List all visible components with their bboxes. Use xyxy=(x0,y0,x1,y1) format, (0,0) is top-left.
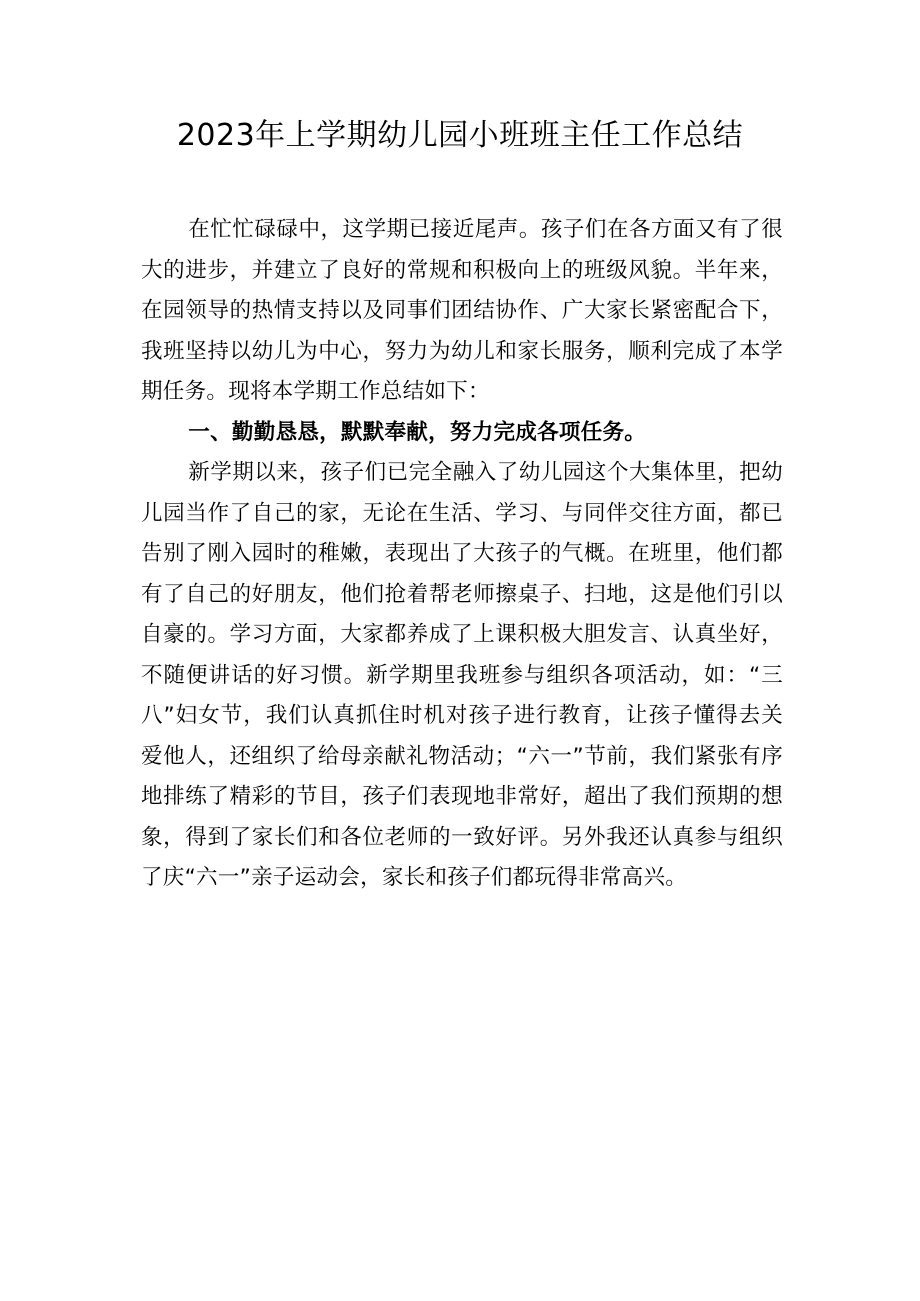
section-1-paragraph: 新学期以来，孩子们已完全融入了幼儿园这个大集体里，把幼儿园当作了自己的家，无论在生活、学习、与同伴交往方面，都已告别了刚入园时的稚嫩，表现出了大孩子的气概。在班里，他们都有了自己的好朋友，他们抢着帮老师擦桌子、扫地，这是他们引以自豪的。学习方面，大家都养成了上课积极大胆发言、认真坐好，不随便讲话的好习惯。新学期里我班参与组织各项活动，如：“三八”妇女节，我们认真抓住时机对孩子进行教育，让孩子懂得去关爱他人，还组织了给母亲献礼物活动；“六一”节前，我们紧张有序地排练了精彩的节目，孩子们表现地非常好，超出了我们预期的想象，得到了家长们和各位老师的一致好评。另外我还认真参与组织了庆“六一”亲子运动会，家长和孩子们都玩得非常高兴。 xyxy=(141,460,783,890)
section-1-heading: 一、勤勤恳恳，默默奉献，努力完成各项任务。 xyxy=(188,419,647,445)
intro-paragraph: 在忙忙碌碌中，这学期已接近尾声。孩子们在各方面又有了很大的进步，并建立了良好的常规和积极向上的班级风貌。半年来，在园领导的热情支持以及同事们团结协作、广大家长紧密配合下，我班坚持以幼儿为中心，努力为幼儿和家长服务，顺利完成了本学期任务。现将本学期工作总结如下： xyxy=(141,217,783,404)
document-body xyxy=(141,210,783,899)
document-title: 2023年上学期幼儿园小班班主任工作总结 xyxy=(176,118,744,153)
